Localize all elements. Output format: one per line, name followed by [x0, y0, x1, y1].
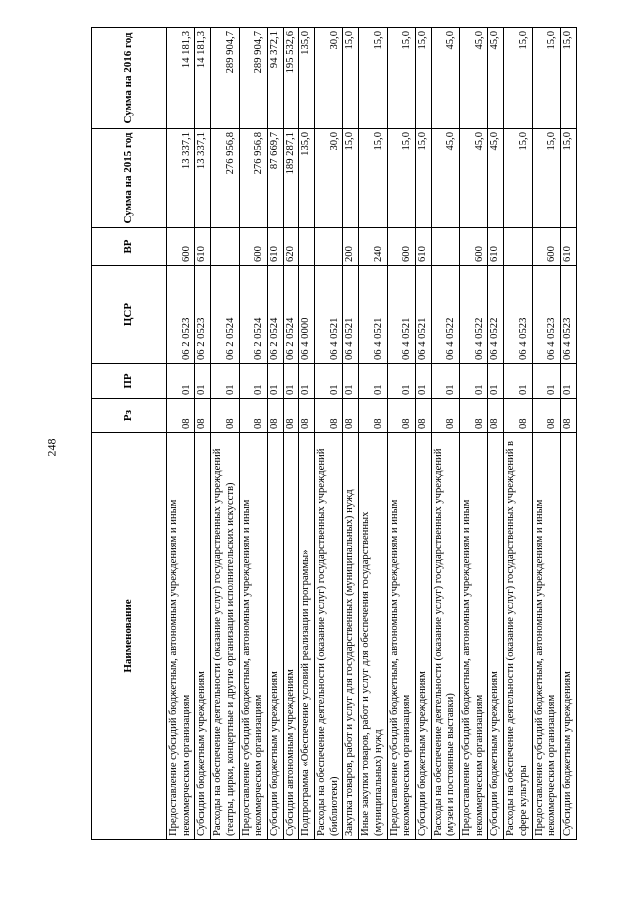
cell-sum-2016: 14 181,3 — [195, 28, 211, 129]
cell-name: Расходы на обеспечение деятельности (оказание услуг) государственных учреждений (библиотеки) — [315, 433, 343, 840]
cell-vr: 610 — [415, 228, 431, 266]
cell-vr: 610 — [488, 228, 504, 266]
cell-csr: 06 4 0521 — [359, 266, 387, 364]
cell-sum-2015: 15,0 — [387, 129, 415, 228]
cell-vr: 610 — [560, 228, 576, 266]
cell-name: Субсидии бюджетным учреждениям — [195, 433, 211, 840]
table-row — [532, 28, 560, 840]
cell-sum-2016: 15,0 — [387, 28, 415, 129]
cell-sum-2015: 87 669,7 — [267, 129, 283, 228]
cell-vr: 610 — [267, 228, 283, 266]
cell-name: Предоставление субсидий бюджетным, автономным учреждениям и иным некоммерческим организациям — [167, 433, 195, 840]
cell-name: Расходы на обеспечение деятельности (оказание услуг) государственных учреждений в сфере культуры — [504, 433, 532, 840]
cell-sum-2015: 15,0 — [359, 129, 387, 228]
cell-rz: 08 — [415, 399, 431, 433]
cell-csr: 06 4 0521 — [387, 266, 415, 364]
cell-pr: 01 — [560, 364, 576, 399]
cell-name: Предоставление субсидий бюджетным, автономным учреждениям и иным некоммерческим организациям — [239, 433, 267, 840]
table-row — [504, 28, 532, 840]
cell-sum-2016: 15,0 — [532, 28, 560, 129]
cell-pr: 01 — [195, 364, 211, 399]
cell-sum-2015: 276 956,8 — [211, 129, 239, 228]
cell-sum-2016: 15,0 — [359, 28, 387, 129]
table-row — [359, 28, 387, 840]
cell-rz: 08 — [359, 399, 387, 433]
cell-vr: 610 — [195, 228, 211, 266]
cell-pr: 01 — [167, 364, 195, 399]
cell-rz: 08 — [267, 399, 283, 433]
cell-pr: 01 — [488, 364, 504, 399]
cell-sum-2016: 94 372,1 — [267, 28, 283, 129]
table-row — [211, 28, 239, 840]
cell-rz: 08 — [488, 399, 504, 433]
cell-name: Предоставление субсидий бюджетным, автономным учреждениям и иным некоммерческим организациям — [460, 433, 488, 840]
cell-csr: 06 4 0521 — [343, 266, 359, 364]
cell-sum-2016: 289 904,7 — [239, 28, 267, 129]
cell-csr: 06 4 0523 — [532, 266, 560, 364]
cell-csr: 06 2 0524 — [239, 266, 267, 364]
cell-sum-2015: 15,0 — [560, 129, 576, 228]
cell-pr: 01 — [504, 364, 532, 399]
table-row — [267, 28, 283, 840]
cell-rz: 08 — [560, 399, 576, 433]
cell-pr: 01 — [343, 364, 359, 399]
cell-name: Расходы на обеспечение деятельности (оказание услуг) государственных учреждений (музеи и постоянные выставки) — [431, 433, 459, 840]
cell-csr: 06 2 0523 — [167, 266, 195, 364]
table-row — [283, 28, 299, 840]
cell-sum-2015: 30,0 — [315, 129, 343, 228]
cell-name: Закупка товаров, работ и услуг для государственных (муниципальных) нужд — [343, 433, 359, 840]
cell-sum-2016: 14 181,3 — [167, 28, 195, 129]
cell-sum-2016: 15,0 — [415, 28, 431, 129]
cell-sum-2016: 30,0 — [315, 28, 343, 129]
cell-csr: 06 4 0523 — [504, 266, 532, 364]
table-row — [343, 28, 359, 840]
cell-sum-2015: 15,0 — [415, 129, 431, 228]
cell-pr: 01 — [211, 364, 239, 399]
cell-pr: 01 — [239, 364, 267, 399]
cell-name: Предоставление субсидий бюджетным, автономным учреждениям и иным некоммерческим организациям — [532, 433, 560, 840]
table-row — [415, 28, 431, 840]
cell-sum-2016: 135,0 — [299, 28, 315, 129]
cell-sum-2015: 135,0 — [299, 129, 315, 228]
cell-csr: 06 4 0000 — [299, 266, 315, 364]
cell-csr: 06 4 0522 — [460, 266, 488, 364]
cell-vr: 600 — [387, 228, 415, 266]
cell-csr: 06 4 0523 — [560, 266, 576, 364]
cell-pr: 01 — [387, 364, 415, 399]
cell-name: Субсидии автономным учреждениям — [283, 433, 299, 840]
table-row — [239, 28, 267, 840]
table-header-row — [92, 28, 167, 840]
cell-vr — [211, 228, 239, 266]
header-sum-2016: Сумма на 2016 год — [92, 28, 167, 129]
table-row — [315, 28, 343, 840]
cell-vr: 620 — [283, 228, 299, 266]
cell-csr: 06 2 0524 — [211, 266, 239, 364]
header-name: Наименование — [92, 433, 167, 840]
cell-pr: 01 — [415, 364, 431, 399]
budget-table-container — [91, 28, 573, 840]
table-row — [299, 28, 315, 840]
cell-sum-2015: 45,0 — [431, 129, 459, 228]
table-row — [560, 28, 576, 840]
cell-name: Подпрограмма «Обеспечение условий реализации программы» — [299, 433, 315, 840]
cell-vr: 240 — [359, 228, 387, 266]
cell-sum-2016: 45,0 — [488, 28, 504, 129]
cell-sum-2015: 15,0 — [504, 129, 532, 228]
cell-rz: 08 — [283, 399, 299, 433]
cell-name: Субсидии бюджетным учреждениям — [415, 433, 431, 840]
cell-pr: 01 — [267, 364, 283, 399]
cell-name: Иные закупки товаров, работ и услуг для обеспечения государственных (муниципальных) нужд — [359, 433, 387, 840]
page-number: 248 — [44, 438, 59, 457]
cell-sum-2016: 15,0 — [343, 28, 359, 129]
cell-pr: 01 — [431, 364, 459, 399]
cell-vr — [431, 228, 459, 266]
cell-csr: 06 2 0524 — [283, 266, 299, 364]
cell-csr: 06 4 0522 — [488, 266, 504, 364]
cell-sum-2015: 45,0 — [488, 129, 504, 228]
cell-vr: 600 — [460, 228, 488, 266]
cell-sum-2015: 15,0 — [532, 129, 560, 228]
cell-sum-2016: 195 532,6 — [283, 28, 299, 129]
rotated-table-frame — [91, 28, 573, 840]
cell-pr: 01 — [532, 364, 560, 399]
cell-rz: 08 — [211, 399, 239, 433]
cell-sum-2016: 289 904,7 — [211, 28, 239, 129]
cell-pr: 01 — [283, 364, 299, 399]
cell-pr: 01 — [315, 364, 343, 399]
cell-rz: 08 — [532, 399, 560, 433]
cell-pr: 01 — [299, 364, 315, 399]
cell-sum-2015: 13 337,1 — [195, 129, 211, 228]
cell-sum-2015: 189 287,1 — [283, 129, 299, 228]
cell-vr: 600 — [167, 228, 195, 266]
cell-csr: 06 4 0521 — [415, 266, 431, 364]
table-body — [167, 28, 577, 840]
cell-rz: 08 — [343, 399, 359, 433]
table-row — [488, 28, 504, 840]
cell-name: Субсидии бюджетным учреждениям — [267, 433, 283, 840]
cell-rz: 08 — [239, 399, 267, 433]
cell-vr: 600 — [239, 228, 267, 266]
header-rz: Рз — [92, 399, 167, 433]
cell-name: Предоставление субсидий бюджетным, автономным учреждениям и иным некоммерческим организациям — [387, 433, 415, 840]
cell-rz: 08 — [460, 399, 488, 433]
cell-sum-2015: 13 337,1 — [167, 129, 195, 228]
table-row — [167, 28, 195, 840]
cell-vr — [504, 228, 532, 266]
cell-pr: 01 — [359, 364, 387, 399]
cell-rz: 08 — [167, 399, 195, 433]
cell-rz: 08 — [299, 399, 315, 433]
header-pr: ПР — [92, 364, 167, 399]
cell-csr: 06 2 0524 — [267, 266, 283, 364]
cell-pr: 01 — [460, 364, 488, 399]
cell-name: Субсидии бюджетным учреждениям — [560, 433, 576, 840]
cell-sum-2016: 45,0 — [460, 28, 488, 129]
cell-csr: 06 4 0521 — [315, 266, 343, 364]
header-csr: ЦСР — [92, 266, 167, 364]
cell-sum-2016: 15,0 — [560, 28, 576, 129]
table-row — [387, 28, 415, 840]
cell-sum-2015: 45,0 — [460, 129, 488, 228]
cell-csr: 06 2 0523 — [195, 266, 211, 364]
cell-vr — [315, 228, 343, 266]
budget-table — [91, 27, 577, 840]
cell-sum-2016: 15,0 — [504, 28, 532, 129]
cell-name: Расходы на обеспечение деятельности (оказание услуг) государственных учреждений (театры, цирки, концертные и другие организации исполнительских искусств) — [211, 433, 239, 840]
cell-sum-2016: 45,0 — [431, 28, 459, 129]
cell-vr: 600 — [532, 228, 560, 266]
cell-sum-2015: 276 956,8 — [239, 129, 267, 228]
cell-vr — [299, 228, 315, 266]
cell-sum-2015: 15,0 — [343, 129, 359, 228]
header-vr: ВР — [92, 228, 167, 266]
table-row — [195, 28, 211, 840]
table-row — [460, 28, 488, 840]
cell-rz: 08 — [504, 399, 532, 433]
header-sum-2015: Сумма на 2015 год — [92, 129, 167, 228]
cell-name: Субсидии бюджетным учреждениям — [488, 433, 504, 840]
cell-rz: 08 — [315, 399, 343, 433]
cell-rz: 08 — [431, 399, 459, 433]
cell-rz: 08 — [387, 399, 415, 433]
cell-csr: 06 4 0522 — [431, 266, 459, 364]
cell-rz: 08 — [195, 399, 211, 433]
cell-vr: 200 — [343, 228, 359, 266]
table-row — [431, 28, 459, 840]
